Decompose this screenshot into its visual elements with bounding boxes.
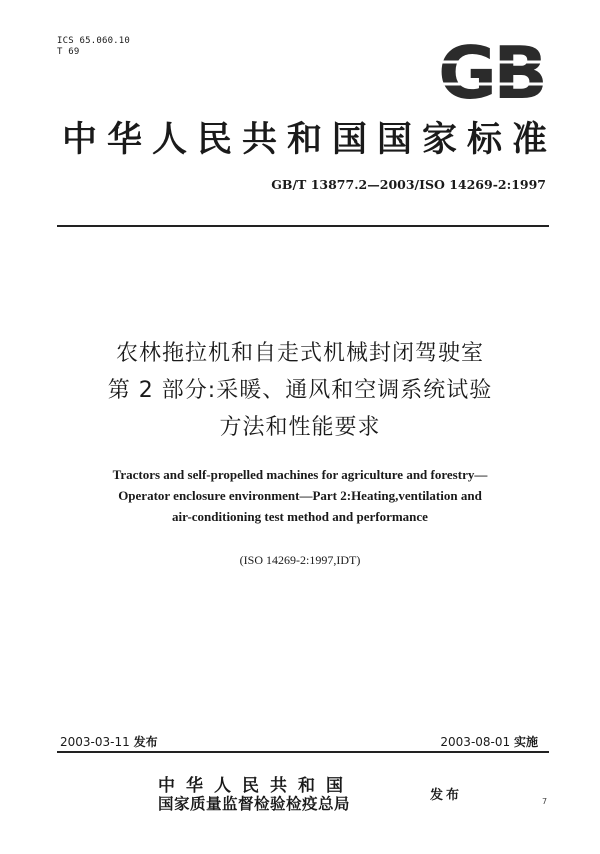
english-title-line: Operator enclosure environment—Part 2:Heating,ventilation and bbox=[118, 488, 482, 503]
issue-label: 发布 bbox=[133, 735, 158, 749]
ics-code: ICS 65.060.10 bbox=[57, 36, 131, 46]
issuer-country: 中华人民共和国 bbox=[158, 776, 354, 796]
chinese-title bbox=[0, 335, 600, 446]
footer-divider bbox=[57, 751, 549, 753]
header-divider bbox=[57, 225, 549, 227]
chinese-title-line: 农林拖拉机和自走式机械封闭驾驶室 bbox=[115, 341, 484, 366]
english-title-line: air-conditioning test method and performance bbox=[172, 509, 428, 524]
issue-date: 2003-03-11 bbox=[60, 735, 130, 749]
english-title-line: Tractors and self-propelled machines for agriculture and forestry— bbox=[112, 467, 488, 482]
issuer-agency: 国家质量监督检验检疫总局 bbox=[158, 794, 351, 813]
implement-date-block bbox=[440, 733, 538, 750]
publish-label: 发布 bbox=[430, 788, 463, 803]
class-code: T 69 bbox=[57, 47, 80, 57]
gb-logo bbox=[432, 40, 550, 106]
standard-number: GB/T 13877.2—2003/ISO 14269-2:1997 bbox=[271, 177, 546, 192]
chinese-title-line: 方法和性能要求 bbox=[219, 415, 381, 440]
gb-logo-text: GB bbox=[438, 40, 544, 106]
implement-date: 2003-08-01 bbox=[440, 735, 511, 749]
org-title: 中华人民共和国国家标准 bbox=[62, 119, 558, 160]
issue-date-block bbox=[60, 733, 158, 750]
implement-label: 实施 bbox=[513, 735, 538, 749]
chinese-title-line: 第 2 部分:采暖、通风和空调系统试验 bbox=[107, 378, 493, 403]
iso-reference: (ISO 14269-2:1997,IDT) bbox=[239, 553, 361, 567]
english-title bbox=[0, 464, 600, 527]
classification-block bbox=[57, 36, 130, 58]
page-mark: 7 bbox=[542, 797, 548, 806]
